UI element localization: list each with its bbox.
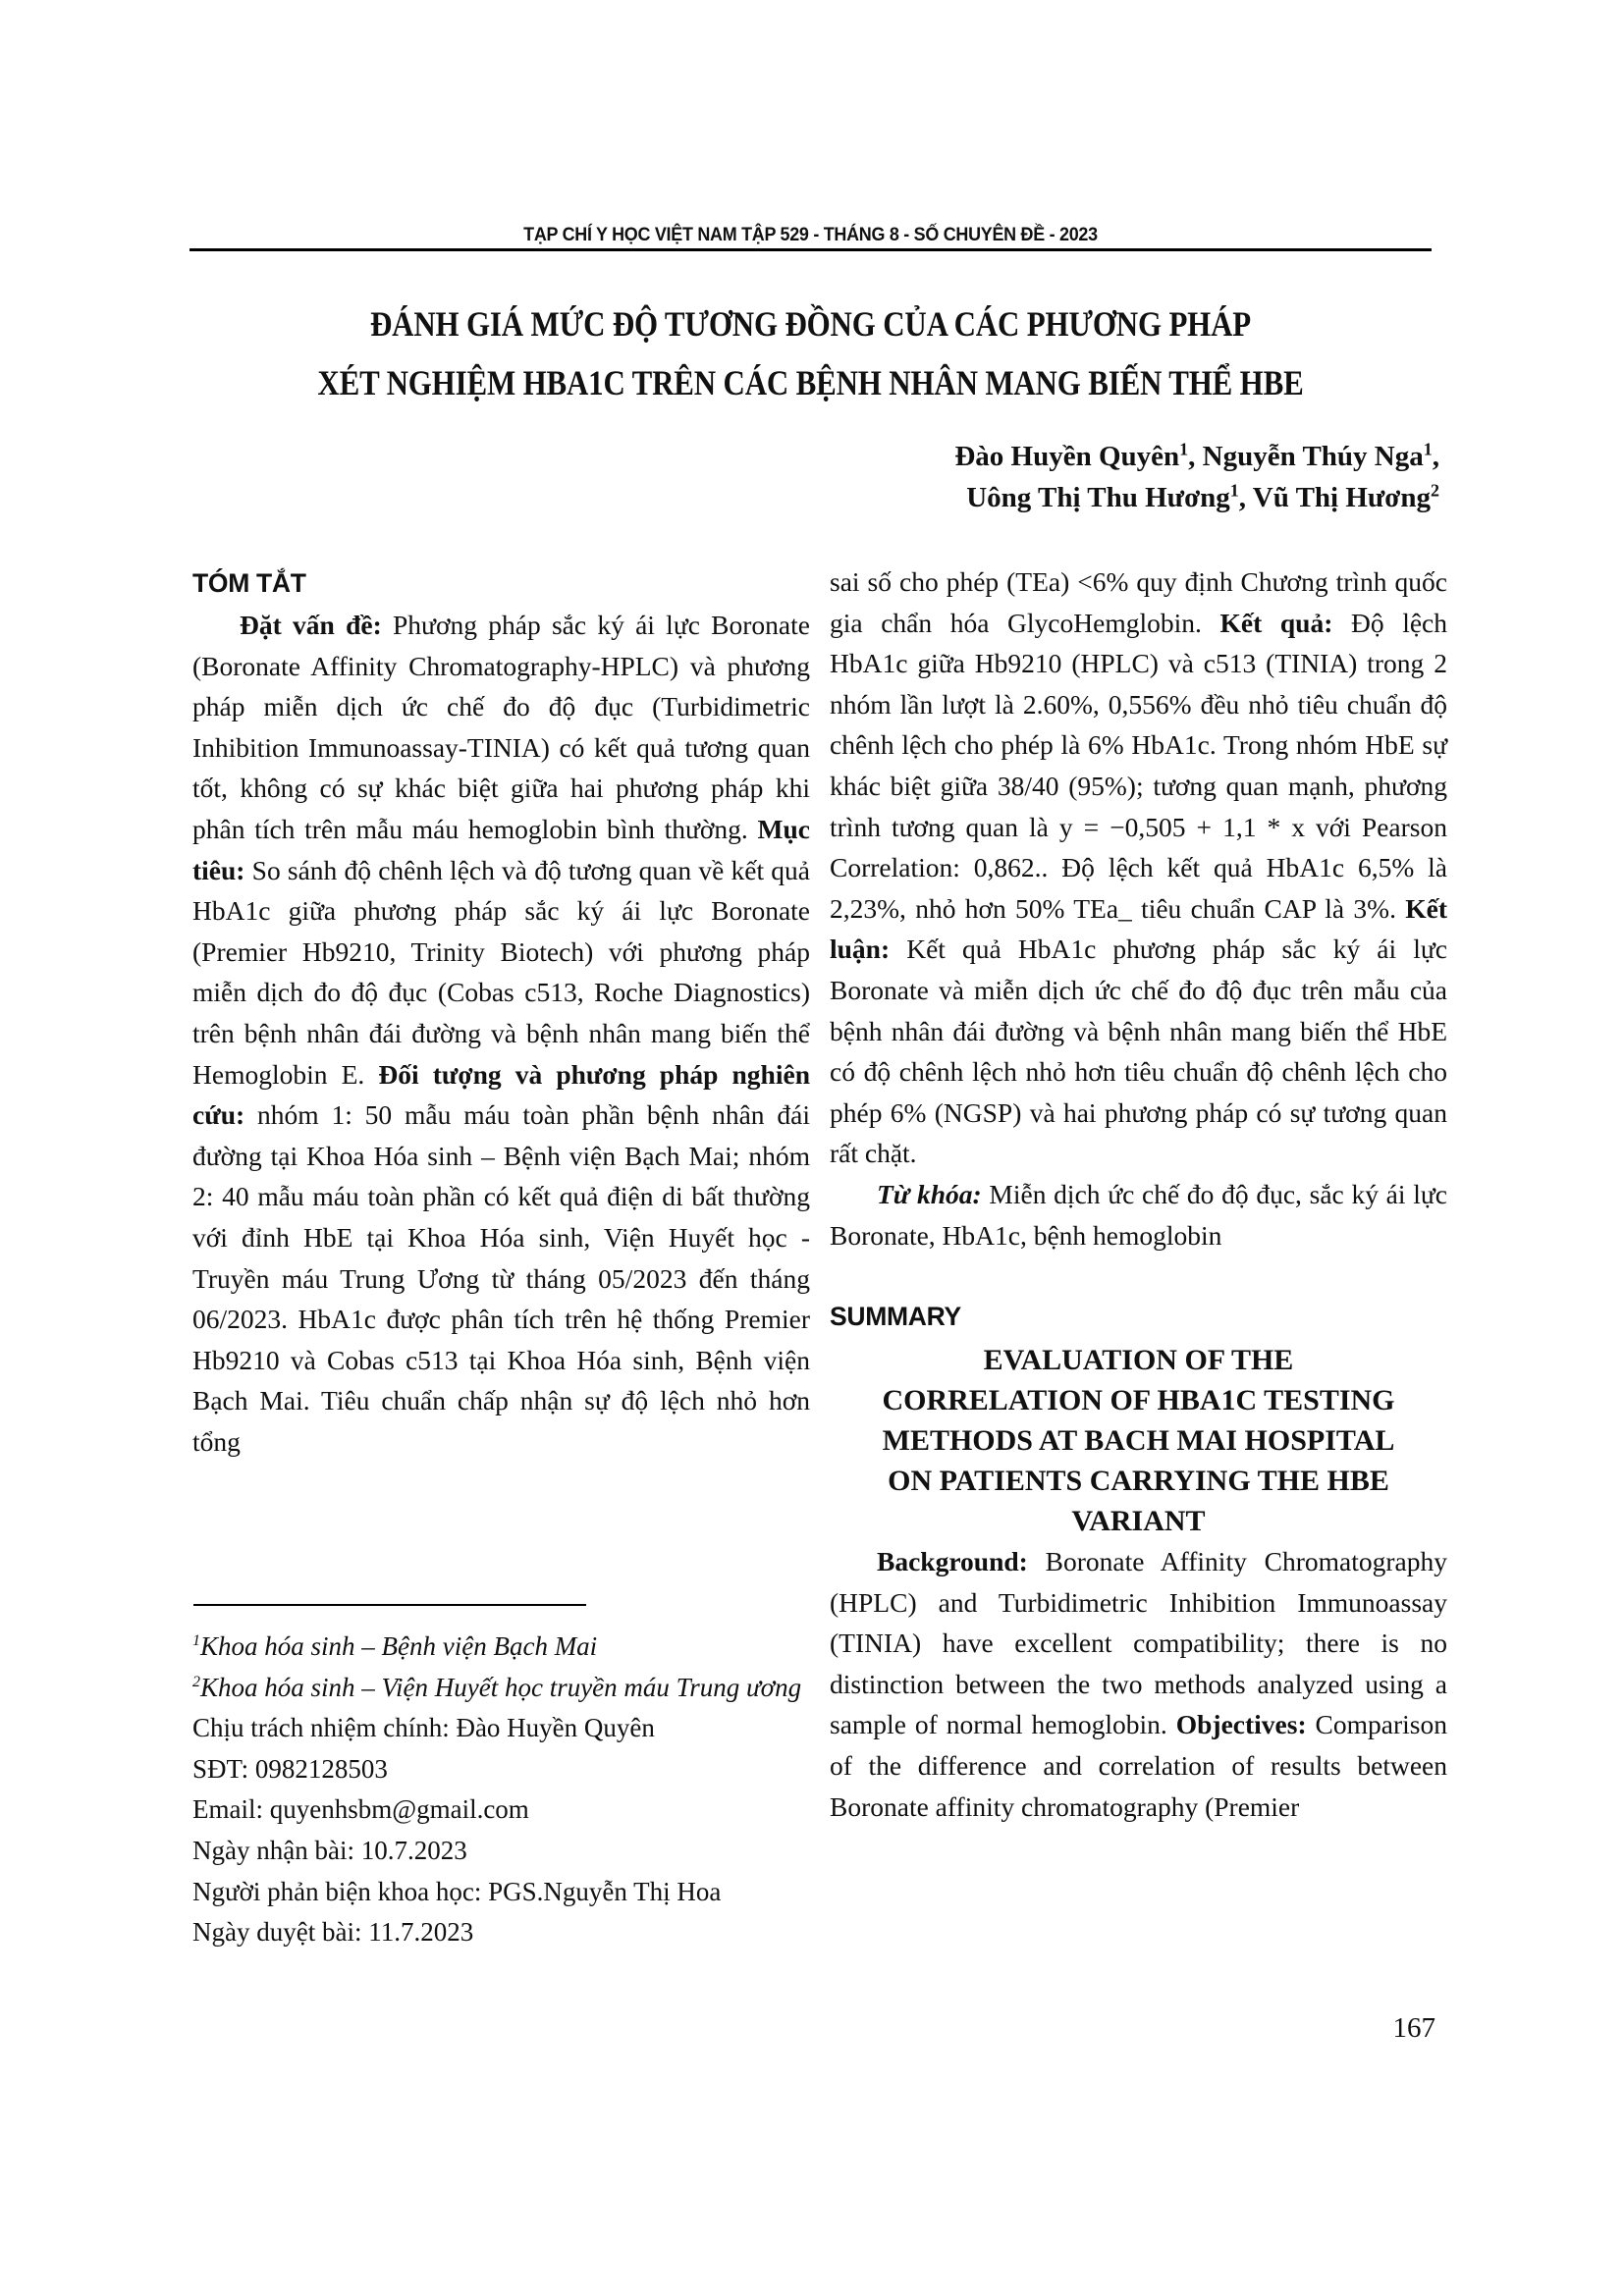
abstract-paragraph-continued <box>830 561 1447 1174</box>
article-title <box>189 294 1432 412</box>
english-title-line: CORRELATION OF HBA1C TESTING <box>882 1384 1395 1417</box>
header-divider <box>189 248 1432 251</box>
abstract-heading: TÓM TẮT <box>192 568 306 598</box>
methods-text: nhóm 1: 50 mẫu máu toàn phần bệnh nhân đái đường tại Khoa Hóa sinh – Bệnh viện Bạch Mai; nhóm 2: 40 mẫu máu toàn phần có kết quả điện di bất thường với đỉnh HbE tại Khoa Hóa sinh, Viện Huyết học - Truyền máu Trung Ương từ tháng 05/2023 đến tháng 06/2023. HbA1c được phân tích trên hệ thống Premier Hb9210 và Cobas c513 tại Khoa Hóa sinh, Bệnh viện Bạch Mai. Tiêu chuẩn chấp nhận sự độ lệch nhỏ hơn tổng <box>192 1099 810 1457</box>
summary-objectives-text: Comparison of the difference and correlation of results between Boronate affinity chromatography (Premier <box>830 1709 1447 1822</box>
author-separator: , <box>1188 441 1203 472</box>
conclusion-label: Kết luận: <box>830 892 1447 965</box>
author-affiliation-mark: 2 <box>1431 480 1439 501</box>
summary-objectives-label: Objectives: <box>1175 1709 1307 1740</box>
abstract-paragraph <box>192 605 810 1462</box>
author-list <box>752 436 1439 518</box>
english-title <box>830 1340 1447 1541</box>
affiliation-number: 2 <box>192 1673 200 1690</box>
author-separator: , <box>1432 441 1439 472</box>
affiliation-text: Khoa hóa sinh – Bệnh viện Bạch Mai <box>200 1631 598 1661</box>
accepted-date: Ngày duyệt bài: 11.7.2023 <box>192 1917 474 1948</box>
author-name: Nguyễn Thúy Nga <box>1202 441 1424 472</box>
author-name: Đào Huyền Quyên <box>954 441 1180 472</box>
footnotes <box>192 1627 810 1953</box>
title-line: XÉT NGHIỆM HBA1C TRÊN CÁC BỆNH NHÂN MANG BIẾN THỂ HBE <box>317 363 1304 402</box>
english-title-line: EVALUATION OF THE <box>983 1344 1294 1377</box>
objective-label: Mục tiêu: <box>192 813 810 885</box>
english-title-line: ON PATIENTS CARRYING THE HBE <box>888 1465 1389 1498</box>
affiliation-number: 1 <box>192 1632 200 1649</box>
results-text: Độ lệch HbA1c giữa Hb9210 (HPLC) và c513 (TINIA) trong 2 nhóm lần lượt là 2.60%, 0,556% đều nhỏ tiêu chuẩn độ chênh lệch cho phép là 6% HbA1c. Trong nhóm HbE sự khác biệt giữa 38/40 (95%); tương quan mạnh, phương trình tương quan là y = −0,505 + 1,1 * x với Pearson Correlation: 0,862.. Độ lệch kết quả HbA1c 6,5% là 2,23%, nhỏ hơn 50% TEa_ tiêu chuẩn CAP là 3%. <box>830 607 1448 924</box>
email-address[interactable]: Email: quyenhsbm@gmail.com <box>192 1794 529 1825</box>
author-affiliation-mark: 1 <box>1229 480 1239 501</box>
english-title-line: VARIANT <box>1071 1505 1206 1538</box>
author-name: Uông Thị Thu Hương <box>966 482 1230 513</box>
author-separator: , <box>1238 482 1253 513</box>
keywords-label: Từ khóa: <box>877 1178 982 1209</box>
objective-text: So sánh độ chênh lệch và độ tương quan về kết quả HbA1c giữa phương pháp sắc ký ái lực Boronate (Premier Hb9210, Trinity Biotech) với phương pháp miễn dịch đo độ đục (Cobas c513, Roche Diagnostics) trên bệnh nhân đái đường và bệnh nhân mang biến thể Hemoglobin E. <box>192 854 810 1090</box>
methods-label: Đối tượng và phương pháp nghiên cứu: <box>192 1058 810 1131</box>
phone-number: SĐT: 0982128503 <box>192 1753 388 1784</box>
author-name: Vũ Thị Hương <box>1252 482 1431 513</box>
summary-heading: SUMMARY <box>830 1302 961 1332</box>
affiliation-footnote <box>192 1668 810 1709</box>
keywords <box>830 1174 1447 1255</box>
keywords-text: Miễn dịch ức chế đo độ đục, sắc ký ái lực Boronate, HbA1c, bệnh hemoglobin <box>830 1178 1447 1251</box>
right-column <box>830 561 1447 1827</box>
affiliation-footnote <box>192 1627 810 1668</box>
conclusion-text: Kết quả HbA1c phương pháp sắc ký ái lực Boronate và miễn dịch ức chế đo độ đục trên mẫu của bệnh nhân đái đường và bệnh nhân mang biến thể HbE có độ chênh lệch nhỏ hơn tiêu chuẩn độ chênh lệch cho phép 6% (NGSP) và hai phương pháp có sự tương quan rất chặt. <box>830 934 1447 1169</box>
english-title-line: METHODS AT BACH MAI HOSPITAL <box>882 1424 1395 1458</box>
background-text: Phương pháp sắc ký ái lực Boronate (Boronate Affinity Chromatography-HPLC) và phương pháp miễn dịch ức chế đo độ đục (Turbidimetric Inhibition Immunoassay-TINIA) có kết quả tương quan tốt, không có sự khác biệt giữa hai phương pháp khi phân tích trên mẫu máu hemoglobin bình thường. <box>192 610 810 844</box>
reviewer: Người phản biện khoa học: PGS.Nguyễn Thị Hoa <box>192 1876 722 1906</box>
left-column <box>192 561 810 1462</box>
background-label: Đặt vấn đề: <box>240 610 382 640</box>
author-affiliation-mark: 1 <box>1179 439 1189 459</box>
corresponding-author: Chịu trách nhiệm chính: Đào Huyền Quyên <box>192 1713 655 1743</box>
title-line: ĐÁNH GIÁ MỨC ĐỘ TƯƠNG ĐỒNG CỦA CÁC PHƯƠNG PHÁP <box>369 304 1252 344</box>
page-number: 167 <box>1392 2012 1435 2044</box>
summary-paragraph <box>830 1541 1447 1827</box>
summary-background-text: Boronate Affinity Chromatography (HPLC) and Turbidimetric Inhibition Immunoassay (TINIA) have excellent compatibility; there is no distinction between the two methods analyzed using a sample of normal hemoglobin. <box>830 1546 1447 1740</box>
summary-background-label: Background: <box>877 1546 1028 1577</box>
footnote-divider <box>193 1604 586 1606</box>
affiliation-text: Khoa hóa sinh – Viện Huyết học truyền máu Trung ương <box>200 1672 802 1702</box>
methods-text-continued: sai số cho phép (TEa) <6% quy định Chương trình quốc gia chẩn hóa GlycoHemglobin. <box>830 566 1447 638</box>
received-date: Ngày nhận bài: 10.7.2023 <box>192 1835 467 1865</box>
journal-running-header: TẠP CHÍ Y HỌC VIỆT NAM TẬP 529 - THÁNG 8 - SỐ CHUYÊN ĐỀ - 2023 <box>523 224 1098 245</box>
results-label: Kết quả: <box>1219 607 1333 638</box>
author-affiliation-mark: 1 <box>1423 439 1433 459</box>
